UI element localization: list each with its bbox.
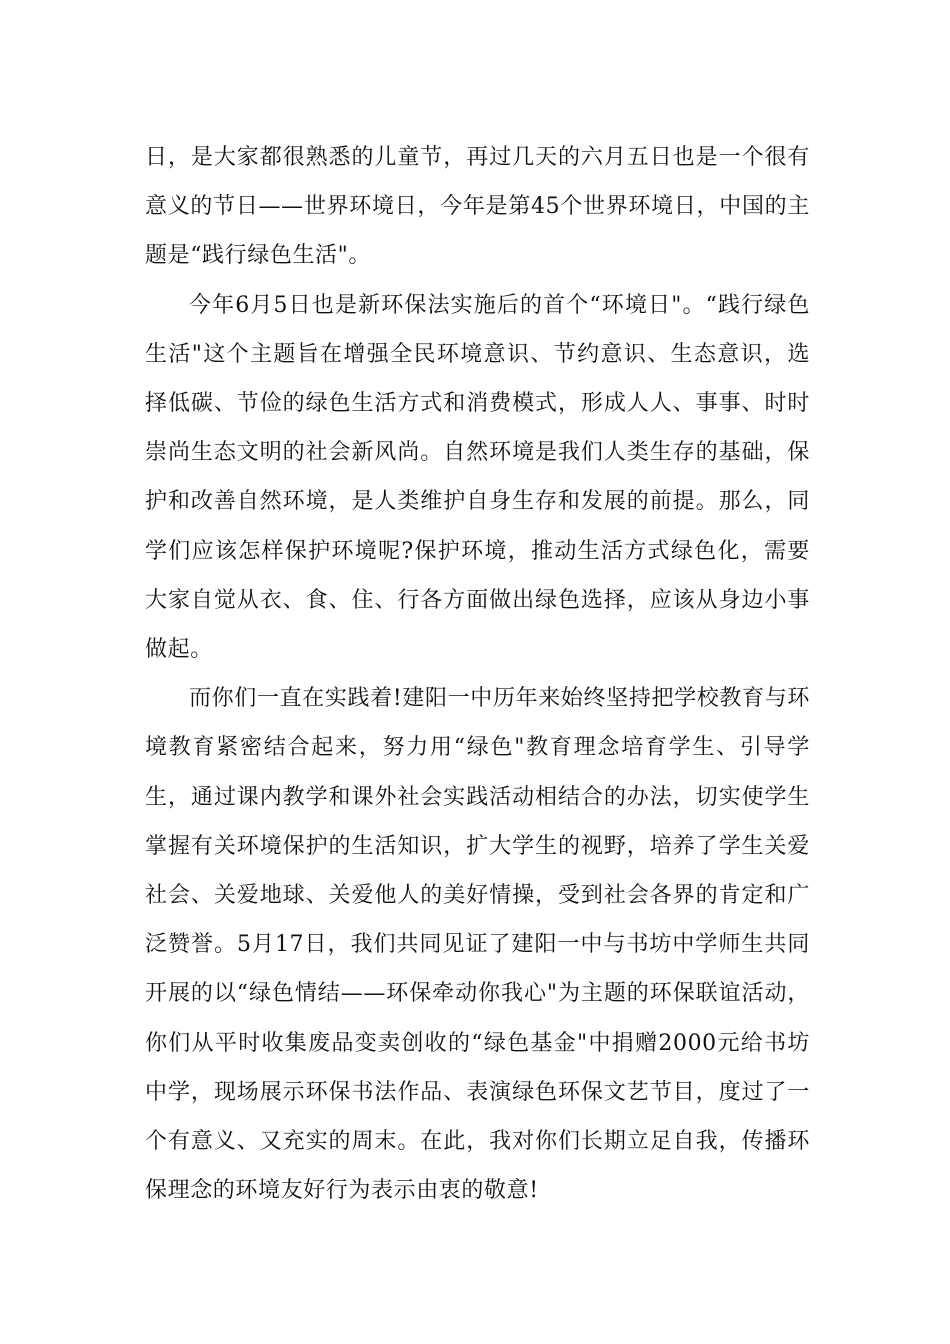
paragraph-1: 日，是大家都很熟悉的儿童节，再过几天的六月五日也是一个很有意义的节日——世界环境日，今年是第45个世界环境日，中国的主题是“践行绿色生活"。 [145, 145, 810, 269]
paragraph-3: 而你们一直在实践着!建阳一中历年来始终坚持把学校教育与环境教育紧密结合起来，努力用“绿色"教育理念培育学生、引导学生，通过课内教学和课外社会实践活动相结合的办法，切实使学生掌握有关环境保护的生活知识，扩大学生的视野，培养了学生关爱社会、关爱地球、关爱他人的美好情操，受到社会各界的肯定和广泛赞誉。5月17日，我们共同见证了建阳一中与书坊中学师生共同开展的以“绿色情结——环保牵动你我心"为主题的环保联谊活动，你们从平时收集废品变卖创收的“绿色基金"中捐赠2000元给书坊中学，现场展示环保书法作品、表演绿色环保文艺节目，度过了一个有意义、又充实的周末。在此，我对你们长期立足自我，传播环保理念的环境友好行为表示由衷的敬意! [145, 686, 810, 1204]
document-body [145, 133, 810, 1215]
paragraph-2: 今年6月5日也是新环保法实施后的首个“环境日"。“践行绿色生活"这个主题旨在增强全民环境意识、节约意识、生态意识，选择低碳、节俭的绿色生活方式和消费模式，形成人人、事事、时时崇尚生态文明的社会新风尚。自然环境是我们人类生存的基础，保护和改善自然环境，是人类维护自身生存和发展的前提。那么，同学们应该怎样保护环境呢?保护环境，推动生活方式绿色化，需要大家自觉从衣、食、住、行各方面做出绿色选择，应该从身边小事做起。 [145, 292, 810, 663]
